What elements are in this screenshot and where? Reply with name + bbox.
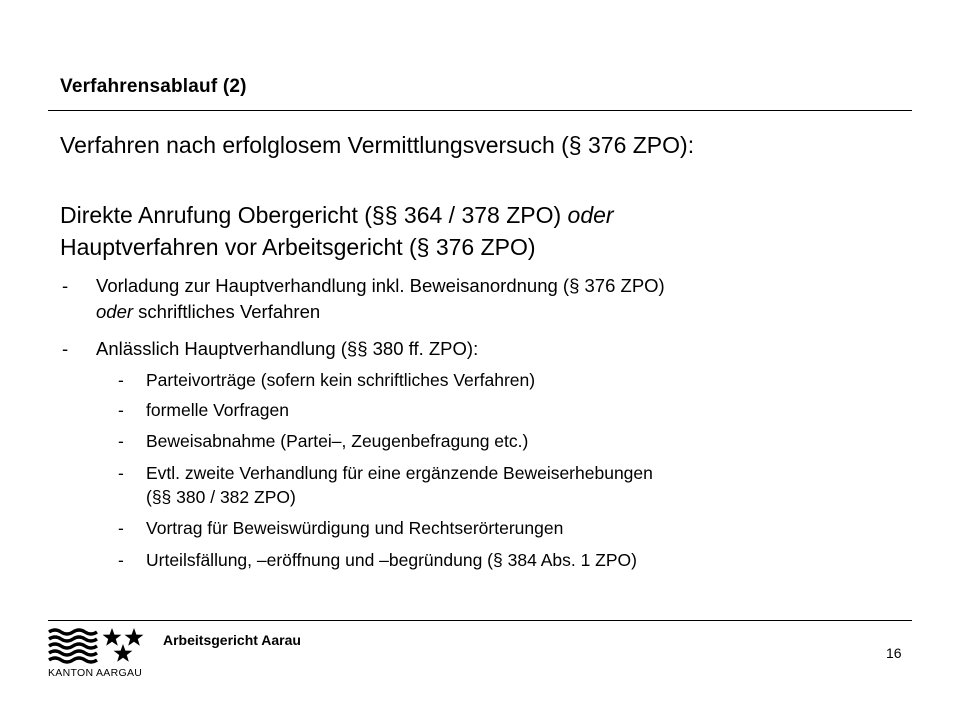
sub-bullet-4-line-1: Evtl. zweite Verhandlung für eine ergänzende Beweiserhebungen <box>146 463 653 483</box>
sub-bullet-dash: - <box>118 463 124 483</box>
sub-bullet-dash: - <box>118 431 124 451</box>
bullet-dash: - <box>62 338 69 359</box>
sub-bullet-6: Urteilsfällung, –eröffnung und –begründung (§ 384 Abs. 1 ZPO) <box>146 550 637 570</box>
bullet-1-line-2 <box>96 301 320 323</box>
logo-caption: KANTON AARGAU <box>48 667 143 679</box>
option-a-text: Direkte Anrufung Obergericht (§§ 364 / 378 ZPO) <box>60 202 562 228</box>
sub-bullet-3: Beweisabnahme (Partei–, Zeugenbefragung etc.) <box>146 431 529 451</box>
option-a-line <box>60 202 614 229</box>
sub-bullet-4-line-2: (§§ 380 / 382 ZPO) <box>146 487 296 507</box>
sub-bullet-dash: - <box>118 518 124 538</box>
bullet-1-line-1: Vorladung zur Hauptverhandlung inkl. Beweisanordnung (§ 376 ZPO) <box>96 275 665 296</box>
bullet-2-line-1: Anlässlich Hauptverhandlung (§§ 380 ff. ZPO): <box>96 338 479 359</box>
sub-bullet-5: Vortrag für Beweiswürdigung und Rechtserörterungen <box>146 518 564 538</box>
sub-bullet-dash: - <box>118 400 124 420</box>
section-heading: Verfahren nach erfolglosem Vermittlungsversuch (§ 376 ZPO): <box>60 132 695 158</box>
bullet-1-connector: oder <box>96 301 134 322</box>
bullet-dash: - <box>62 275 69 296</box>
sub-bullet-1: Parteivorträge (sofern kein schriftliches Verfahren) <box>146 370 536 390</box>
sub-bullet-dash: - <box>118 550 124 570</box>
sub-bullet-dash: - <box>118 370 124 390</box>
option-b-line: Hauptverfahren vor Arbeitsgericht (§ 376 ZPO) <box>60 234 536 260</box>
bullet-1-line-2-text: schriftliches Verfahren <box>133 301 321 322</box>
footer-org-name: Arbeitsgericht Aarau <box>163 632 301 648</box>
slide-title: Verfahrensablauf (2) <box>60 76 247 97</box>
option-a-connector: oder <box>567 202 614 228</box>
footer-divider <box>48 620 912 621</box>
header-divider <box>48 110 912 111</box>
page-number: 16 <box>886 645 902 661</box>
star-icon <box>103 628 144 662</box>
sub-bullet-2: formelle Vorfragen <box>146 400 289 420</box>
